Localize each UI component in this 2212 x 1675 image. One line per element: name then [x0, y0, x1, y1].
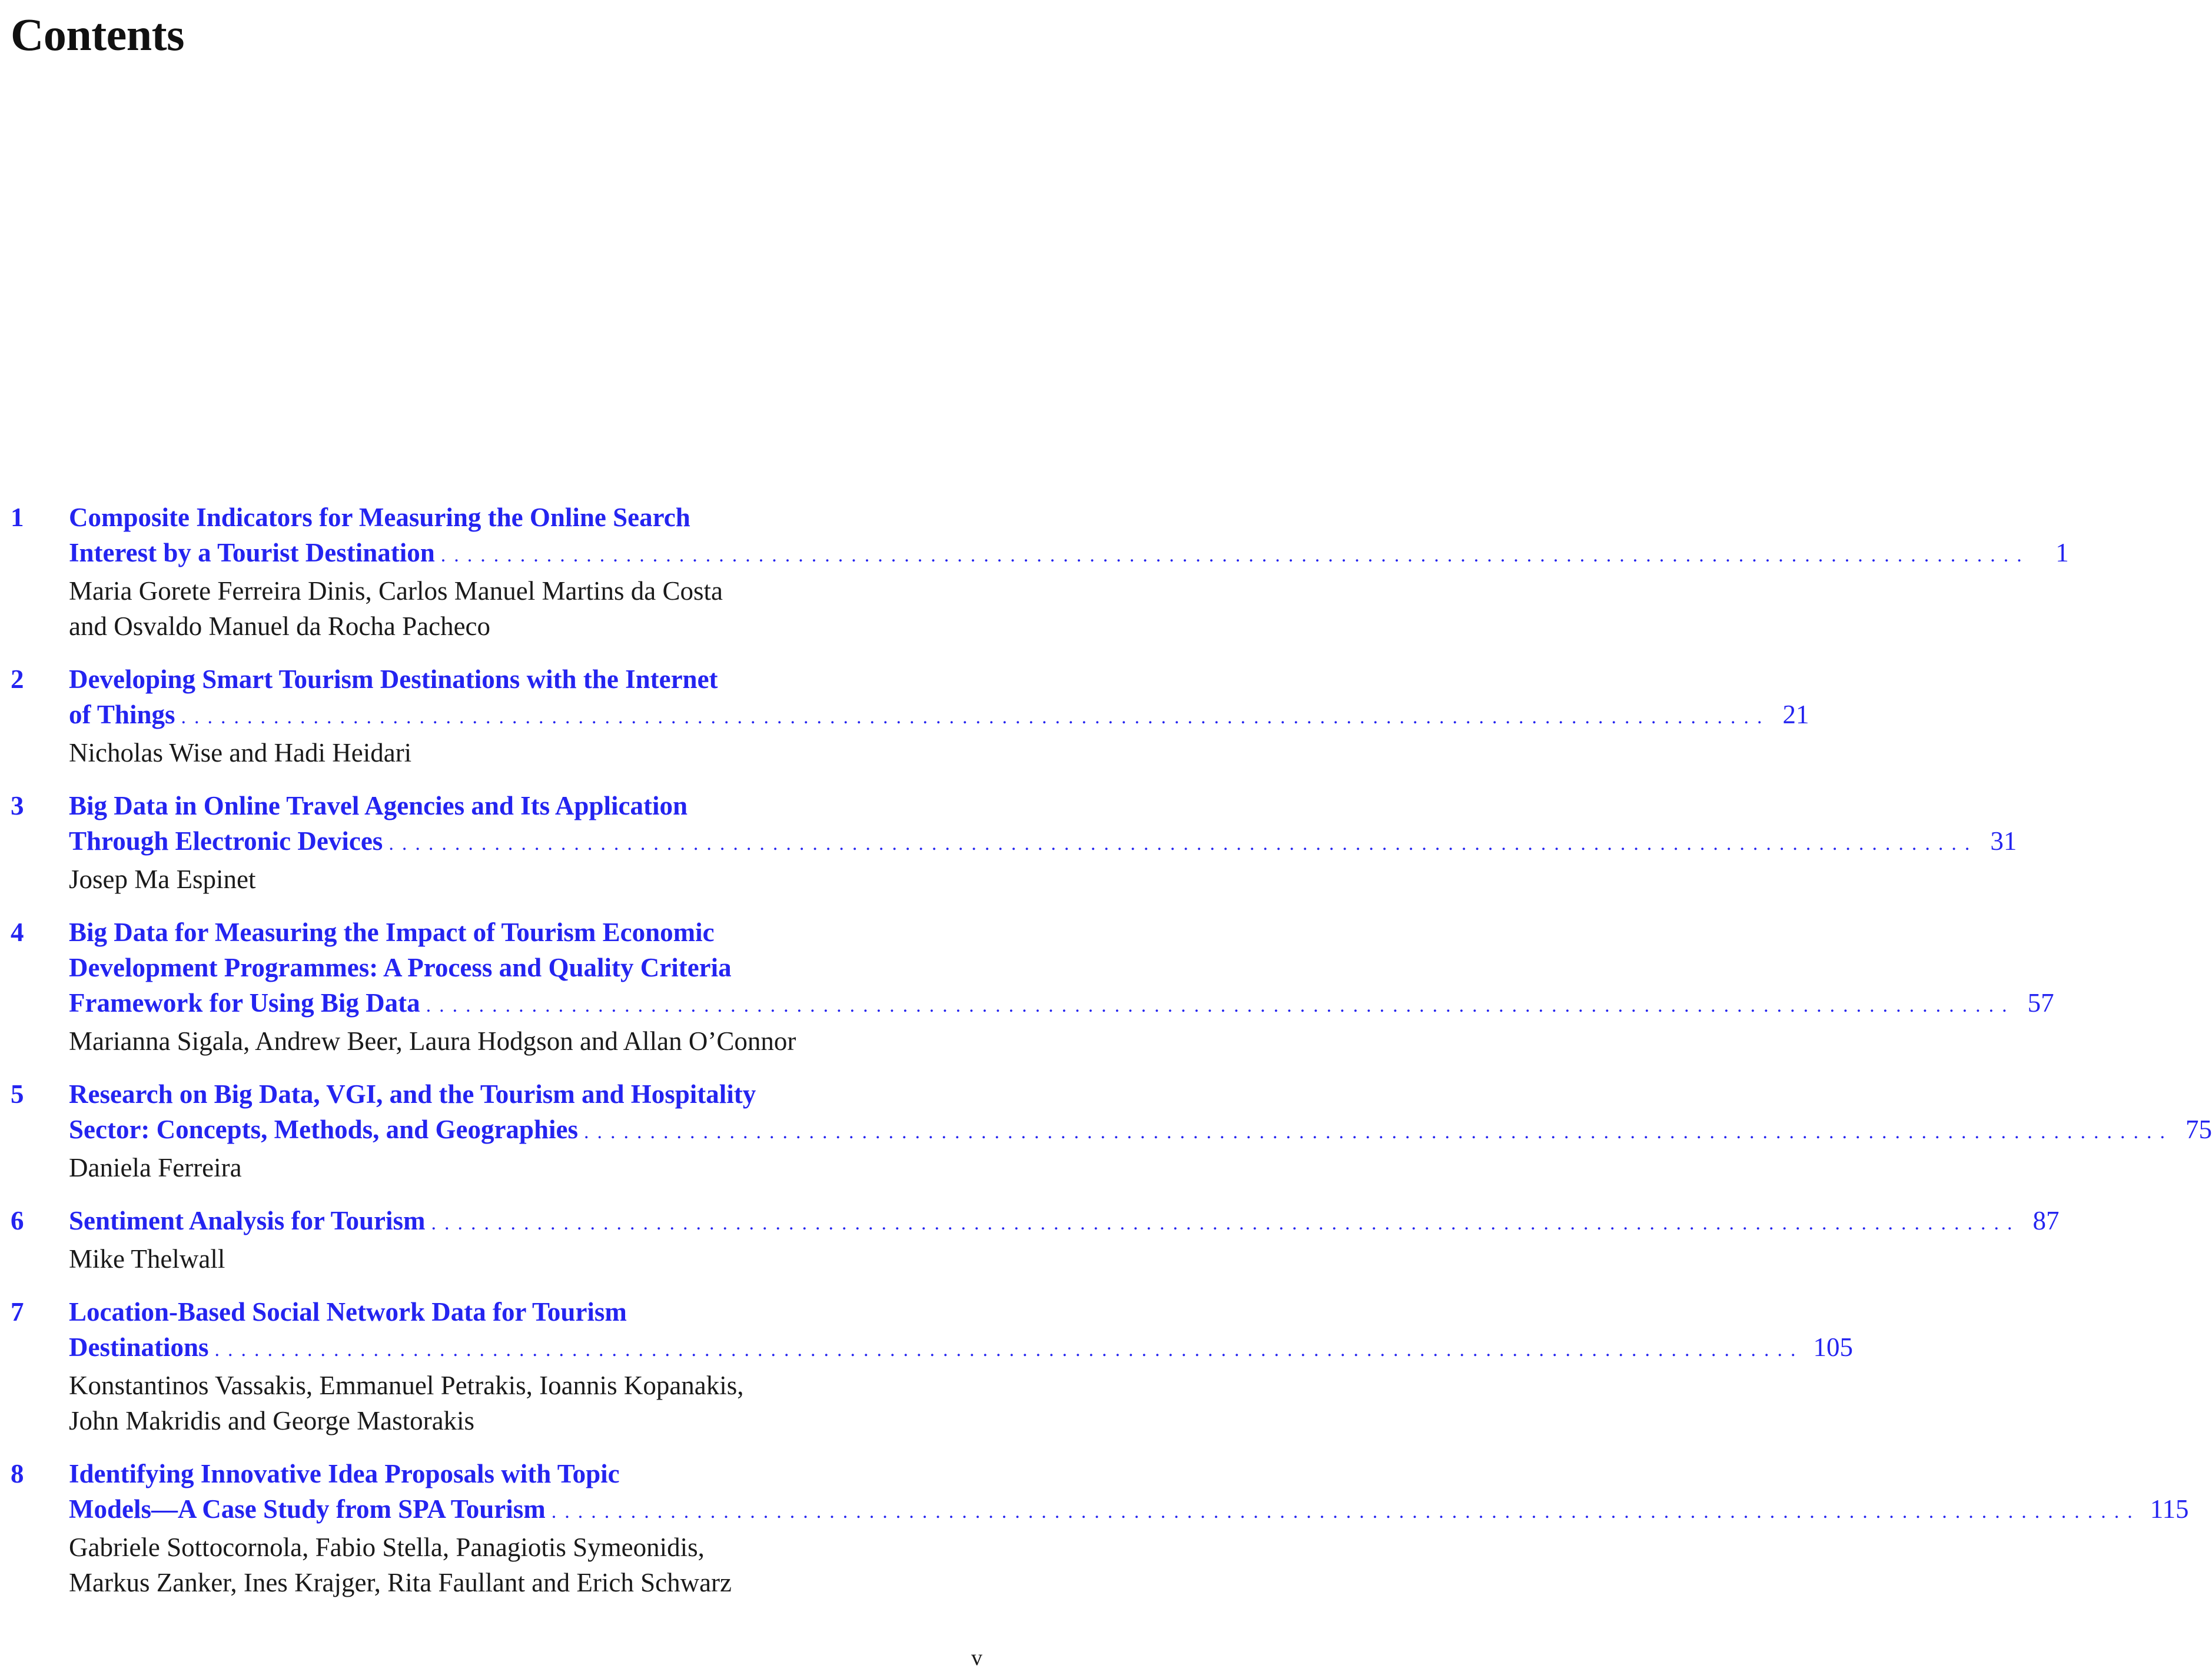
chapter-title-line[interactable]	[69, 697, 1809, 735]
chapter-title-line[interactable]: Development Programmes: A Process and Quality Criteria	[69, 953, 732, 982]
page-number-link[interactable]: 75	[2185, 1115, 2212, 1144]
author-line: John Makridis and George Mastorakis	[69, 1406, 475, 1435]
author-line: Josep Ma Espinet	[69, 865, 256, 894]
chapter-authors	[69, 1530, 2189, 1600]
chapter-title-text[interactable]: Interest by a Tourist Destination	[69, 538, 435, 567]
chapter-number[interactable]: 4	[11, 918, 24, 947]
chapter-authors	[69, 1023, 2054, 1059]
chapter-authors	[69, 573, 2069, 644]
author-line: Daniela Ferreira	[69, 1153, 242, 1182]
toc-entry[interactable]	[11, 1456, 2189, 1600]
chapter-title-link[interactable]	[69, 788, 2017, 862]
chapter-title-link[interactable]	[69, 1456, 2189, 1530]
toc-entry[interactable]	[11, 1294, 1854, 1438]
author-line: Nicholas Wise and Hadi Heidari	[69, 738, 412, 767]
page-number-link[interactable]: 21	[1782, 700, 1809, 729]
chapter-title-line[interactable]: Big Data in Online Travel Agencies and Its Application	[69, 791, 687, 820]
chapter-title-line[interactable]	[69, 1330, 1853, 1368]
chapter-title-text[interactable]: Sector: Concepts, Methods, and Geographies	[69, 1115, 578, 1144]
dot-leader: ........................................................................................................................	[440, 544, 2030, 566]
chapter-title-text[interactable]: Sentiment Analysis for Tourism	[69, 1206, 426, 1235]
dot-leader: ........................................................................................................................	[431, 1212, 2021, 1234]
toc-entry[interactable]	[11, 500, 2069, 644]
chapter-authors	[69, 862, 2017, 897]
toc-entry[interactable]	[11, 1203, 2060, 1277]
dot-leader: ........................................................................................................................	[214, 1339, 1804, 1361]
chapter-title-line[interactable]	[69, 1203, 2060, 1241]
chapter-authors	[69, 1241, 2060, 1277]
page-number-link[interactable]: 105	[1813, 1332, 1854, 1362]
author-line: Gabriele Sottocornola, Fabio Stella, Panagiotis Symeonidis,	[69, 1533, 705, 1562]
author-line: Marianna Sigala, Andrew Beer, Laura Hodgson and Allan O’Connor	[69, 1026, 796, 1056]
toc-entry[interactable]	[11, 915, 2054, 1059]
chapter-title-line[interactable]	[69, 1491, 2189, 1530]
chapter-title-link[interactable]	[69, 500, 2069, 573]
chapter-title-text[interactable]: of Things	[69, 700, 175, 729]
page-number-link[interactable]: 1	[2055, 538, 2069, 567]
chapter-title-line[interactable]: Research on Big Data, VGI, and the Tourism and Hospitality	[69, 1079, 756, 1109]
chapter-authors	[69, 1150, 2212, 1185]
author-line: Markus Zanker, Ines Krajger, Rita Faullant and Erich Schwarz	[69, 1568, 732, 1597]
chapter-number[interactable]: 7	[11, 1297, 24, 1327]
chapter-authors	[69, 735, 1809, 770]
chapter-title-line[interactable]	[69, 535, 2069, 573]
chapter-title-line[interactable]: Identifying Innovative Idea Proposals with Topic	[69, 1459, 620, 1488]
chapter-title-link[interactable]	[69, 662, 1809, 735]
chapter-title-link[interactable]	[69, 915, 2054, 1023]
dot-leader: ........................................................................................................................	[551, 1501, 2141, 1523]
chapter-title-link[interactable]	[69, 1076, 2212, 1150]
chapter-number[interactable]: 8	[11, 1459, 24, 1488]
chapter-title-text[interactable]: Destinations	[69, 1332, 209, 1362]
chapter-title-line[interactable]: Location-Based Social Network Data for Tourism	[69, 1297, 627, 1327]
author-line: and Osvaldo Manuel da Rocha Pacheco	[69, 611, 491, 641]
toc-entry[interactable]	[11, 788, 2017, 897]
chapter-number[interactable]: 3	[11, 791, 24, 820]
chapter-title-text[interactable]: Through Electronic Devices	[69, 826, 383, 856]
table-of-contents	[11, 500, 2212, 1618]
page-number-link[interactable]: 31	[1990, 826, 2017, 856]
chapter-number[interactable]: 5	[11, 1079, 24, 1109]
chapter-authors	[69, 1368, 1853, 1438]
chapter-title-text[interactable]: Models—A Case Study from SPA Tourism	[69, 1494, 546, 1524]
author-line: Konstantinos Vassakis, Emmanuel Petrakis, Ioannis Kopanakis,	[69, 1371, 744, 1400]
chapter-title-line[interactable]: Big Data for Measuring the Impact of Tourism Economic	[69, 918, 715, 947]
author-line: Mike Thelwall	[69, 1244, 225, 1274]
dot-leader: ........................................................................................................................	[181, 706, 1771, 728]
page-number-link[interactable]: 115	[2150, 1494, 2189, 1524]
chapter-title-line[interactable]	[69, 823, 2017, 862]
chapter-title-link[interactable]	[69, 1294, 1853, 1368]
toc-entry[interactable]	[11, 1076, 2212, 1185]
dot-leader: ........................................................................................................................	[388, 833, 1978, 855]
page-number-link[interactable]: 57	[2027, 988, 2054, 1018]
dot-leader: ........................................................................................................................	[426, 995, 2015, 1016]
chapter-title-line[interactable]	[69, 1112, 2212, 1150]
chapter-title-line[interactable]: Composite Indicators for Measuring the Online Search	[69, 503, 690, 532]
chapter-number[interactable]: 1	[11, 503, 24, 532]
dot-leader: ........................................................................................................................	[583, 1121, 2173, 1143]
chapter-number[interactable]: 6	[11, 1206, 24, 1235]
chapter-title-link[interactable]	[69, 1203, 2060, 1241]
page-number-link[interactable]: 87	[2032, 1206, 2060, 1235]
chapter-title-line[interactable]	[69, 985, 2054, 1023]
chapter-title-text[interactable]: Framework for Using Big Data	[69, 988, 420, 1018]
page-number-footer: v	[971, 1646, 982, 1670]
author-line: Maria Gorete Ferreira Dinis, Carlos Manuel Martins da Costa	[69, 576, 723, 606]
page-title: Contents	[11, 9, 185, 60]
toc-entry[interactable]	[11, 662, 1809, 770]
chapter-number[interactable]: 2	[11, 664, 24, 694]
chapter-title-line[interactable]: Developing Smart Tourism Destinations with the Internet	[69, 664, 718, 694]
